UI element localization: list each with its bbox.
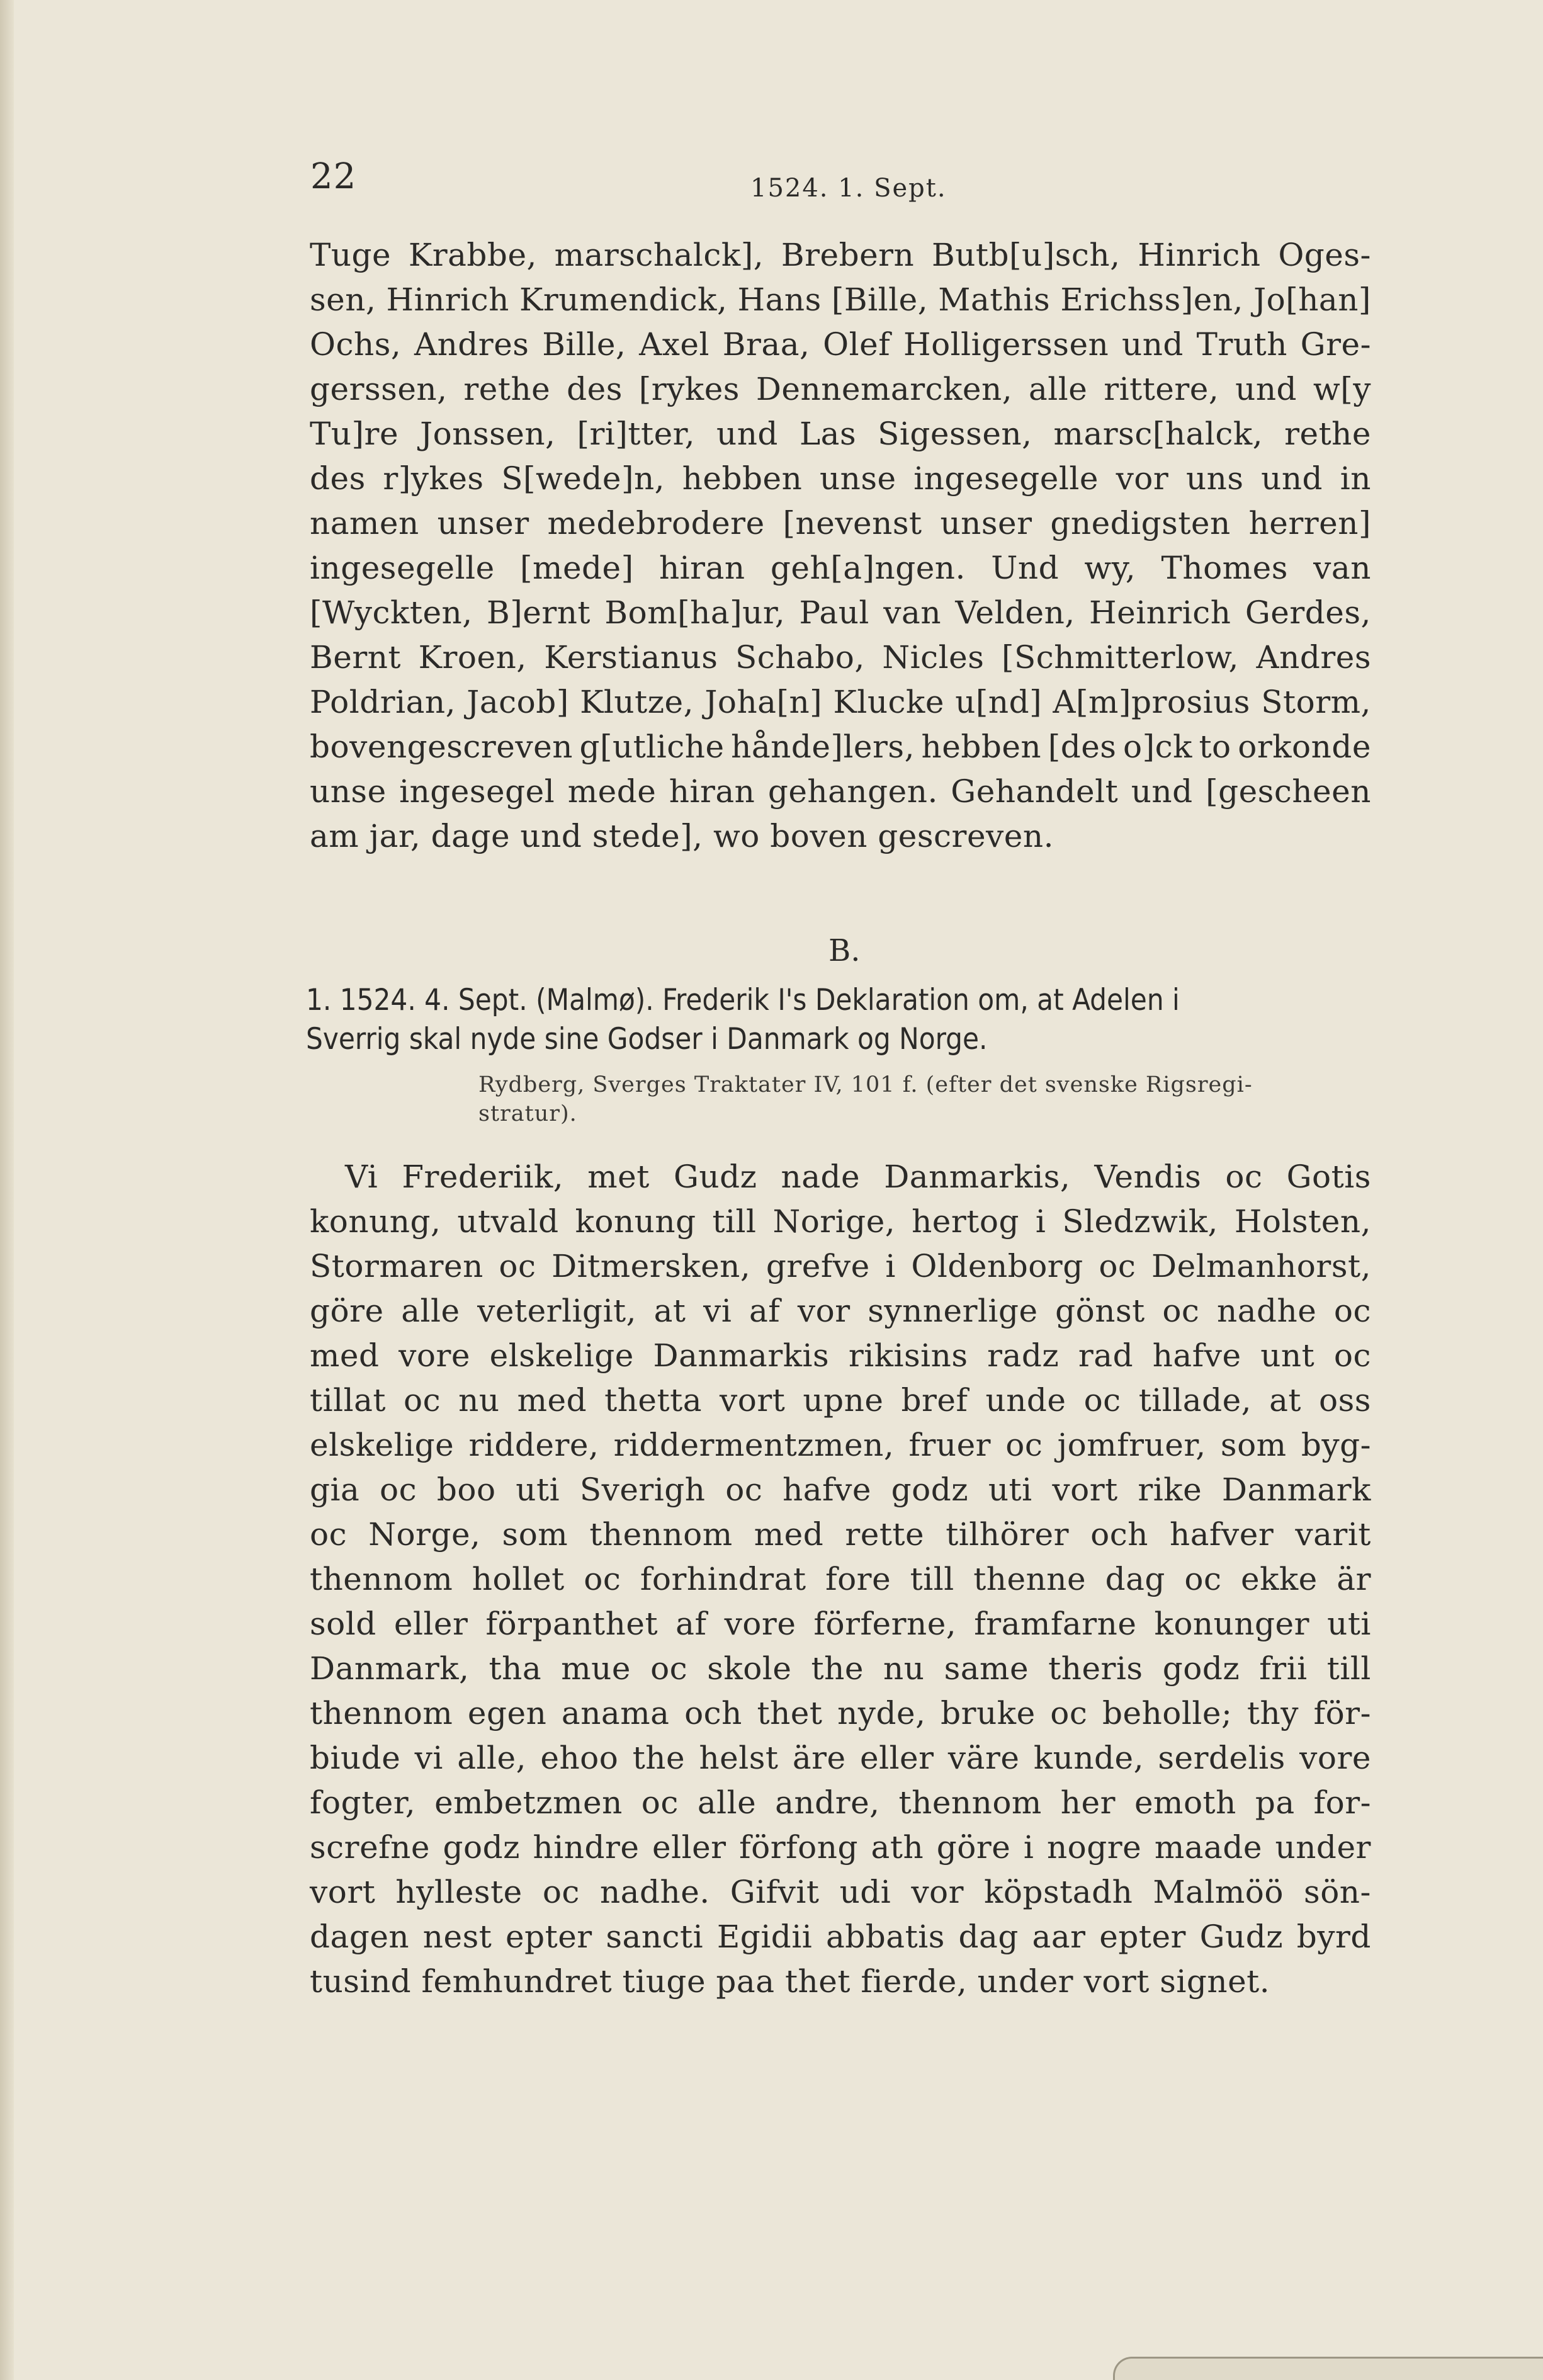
text-line: thennom egen anama och thet nyde, bruke oc beholle; thy för- [310,1695,1371,1731]
text-line: namen unser medebrodere [nevenst unser gnedigsten herren] [310,505,1371,541]
continued-text-block [310,233,1371,859]
text-line: 1. 1524. 4. Sept. (Malmø). Frederik I's Deklaration om, at Adelen i [306,983,1180,1017]
page-number: 22 [310,156,357,197]
text-line: biude vi alle, ehoo the helst äre eller väre kunde, serdelis vore [310,1740,1371,1776]
text-line: tillat oc nu med thetta vort upne bref unde oc tillade, at oss [310,1382,1371,1419]
text-line: des r]ykes S[wede]n, hebben unse ingesegelle vor uns und in [310,460,1371,497]
text-line: Stormaren oc Ditmersken, grefve i Oldenborg oc Delmanhorst, [310,1248,1371,1284]
text-line: konung, utvald konung till Norige, hertog i Sledzwik, Holsten, [310,1203,1371,1240]
text-line: gerssen, rethe des [rykes Dennemarcken, alle rittere, und w[y [310,371,1371,407]
text-line: ingesegelle [mede] hiran geh[a]ngen. Und wy, Thomes van [310,550,1371,586]
entry-source-citation [478,1070,1372,1128]
text-line: vort hylleste oc nadhe. Gifvit udi vor köpstadh Malmöö sön- [310,1874,1371,1910]
text-line: unse ingesegel mede hiran gehangen. Gehandelt und [gescheen [310,773,1371,810]
text-line: bovengescreven g[utliche hånde]lers, hebben [des o]ck to orkonde [310,728,1371,765]
section-heading: B. [828,933,861,968]
text-line: fogter, embetzmen oc alle andre, thennom her emoth pa for- [310,1784,1371,1821]
declaration-text-block [310,1155,1371,2004]
text-line: Danmark, tha mue oc skole the nu same theris godz frii till [310,1650,1371,1687]
text-line: Vi Frederiik, met Gudz nade Danmarkis, Vendis oc Gotis [345,1159,1371,1195]
text-line: oc Norge, som thennom med rette tilhörer och hafver varit [310,1516,1371,1553]
text-line: stratur). [478,1101,577,1126]
text-line: göre alle veterligit, at vi af vor synnerlige gönst oc nadhe oc [310,1293,1371,1329]
entry-title [306,981,1372,1059]
text-line: med vore elskelige Danmarkis rikisins radz rad hafve unt oc [310,1337,1371,1374]
page-binding-edge [0,0,14,2380]
text-line: dagen nest epter sancti Egidii abbatis dag aar epter Gudz byrd [310,1918,1371,1955]
text-line: tusind femhundret tiuge paa thet fierde, under vort signet. [310,1963,1270,2000]
text-line: gia oc boo uti Sverigh oc hafve godz uti vort rike Danmark [310,1471,1371,1508]
page-corner-curl [1113,2357,1543,2380]
text-line: Poldrian, Jacob] Klutze, Joha[n] Klucke u[nd] A[m]prosius Storm, [310,684,1371,720]
running-header-date: 1524. 1. Sept. [750,174,947,203]
text-line: elskelige riddere, riddermentzmen, fruer oc jomfruer, som byg- [310,1427,1371,1463]
text-line: Tuge Krabbe, marschalck], Brebern Butb[u]sch, Hinrich Oges- [310,237,1371,273]
text-line: Sverrig skal nyde sine Godser i Danmark og Norge. [306,1022,988,1057]
text-line: Rydberg, Sverges Traktater IV, 101 f. (efter det svenske Rigsregi- [478,1072,1253,1097]
text-line: Bernt Kroen, Kerstianus Schabo, Nicles [Schmitterlow, Andres [310,639,1371,676]
text-line: screfne godz hindre eller förfong ath göre i nogre maade under [310,1829,1371,1866]
text-line: Tu]re Jonssen, [ri]tter, und Las Sigessen, marsc[halck, rethe [310,416,1371,452]
text-line: sen, Hinrich Krumendick, Hans [Bille, Mathis Erichss]en, Jo[han] [310,281,1371,318]
text-line: thennom hollet oc forhindrat fore till thenne dag oc ekke är [310,1561,1371,1597]
text-line: am jar, dage und stede], wo boven gescreven. [310,818,1054,854]
text-line: sold eller förpanthet af vore förferne, framfarne konunger uti [310,1606,1371,1642]
text-line: [Wyckten, B]ernt Bom[ha]ur, Paul van Velden, Heinrich Gerdes, [310,594,1371,631]
text-line: Ochs, Andres Bille, Axel Braa, Olef Holligerssen und Truth Gre- [310,326,1371,363]
